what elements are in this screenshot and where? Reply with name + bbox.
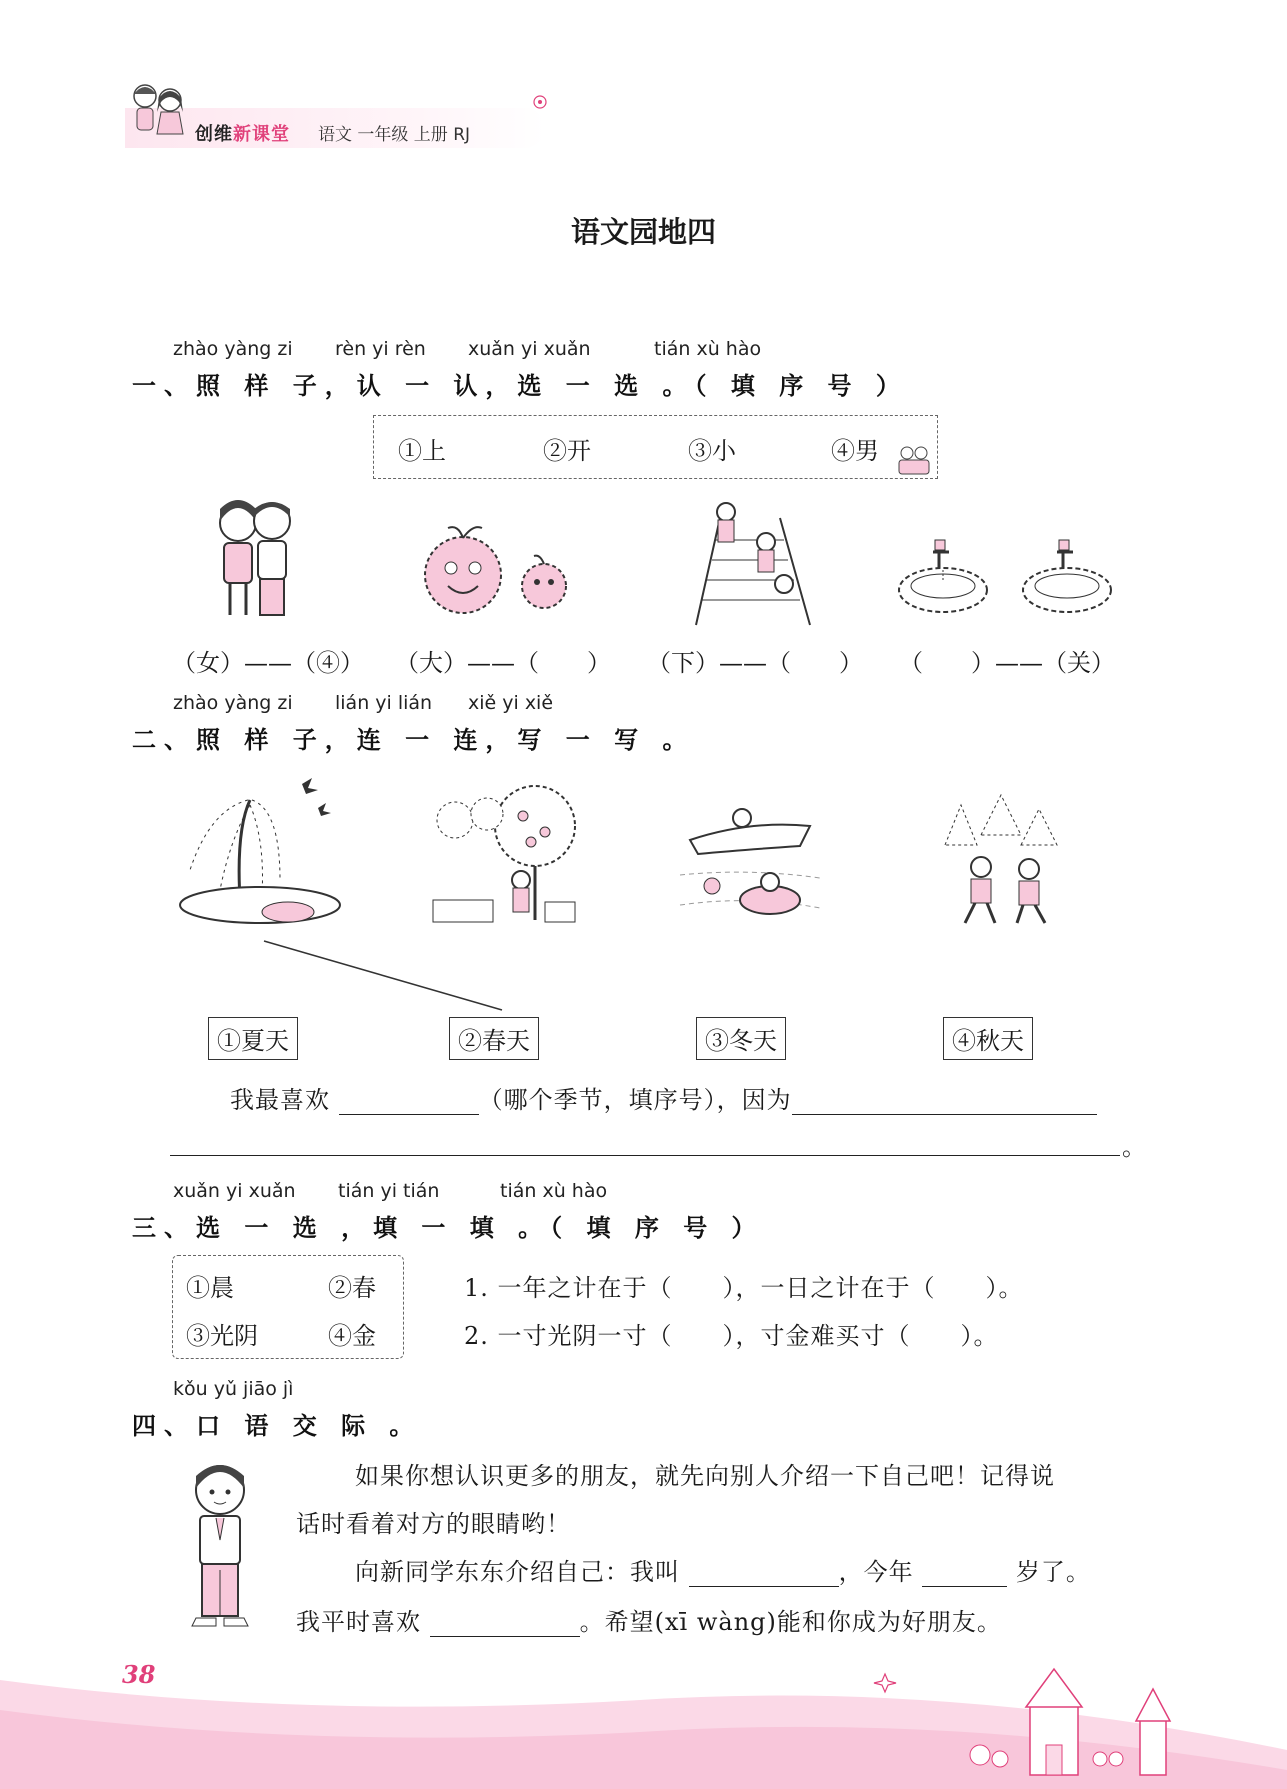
book-info: 语文 一年级 上册 RJ <box>318 125 471 145</box>
pinyin-1a: zhào yàng zi <box>173 338 293 360</box>
age-blank[interactable] <box>922 1562 1007 1587</box>
pinyin-3a: xuǎn yi xuǎn <box>173 1180 296 1202</box>
section3-heading: 三、选 一 选 ，填 一 填 。（ 填 序 号 ） <box>132 1214 764 1242</box>
pair-da[interactable]: （大）——（ ） <box>395 649 611 677</box>
pinyin-1b: rèn yi rèn <box>335 338 426 360</box>
because-label: （哪个季节，填序号），因为 <box>478 1086 792 1114</box>
option-4: ④男 <box>831 437 879 465</box>
para1-line1: 如果你想认识更多的朋友，就先向别人介绍一下自己吧！记得说 <box>355 1462 1055 1490</box>
pinyin-3b: tián yi tián <box>338 1180 440 1202</box>
favorite-season-sentence <box>230 1080 1097 1115</box>
hope-label: 。希望(xī wàng)能和你成为好朋友。 <box>579 1608 1002 1636</box>
s3-option-2: ②春 <box>328 1274 376 1302</box>
section2-heading: 二、照 样 子，连 一 连，写 一 写 。 <box>132 726 695 754</box>
reason-blank-line2[interactable] <box>170 1131 1120 1156</box>
para2-sentence <box>355 1552 1091 1587</box>
pinyin-1c: xuǎn yi xuǎn <box>468 338 591 360</box>
brand-name: 创维新课堂 <box>195 124 290 145</box>
boy-introduction-illustration <box>180 1460 260 1635</box>
season-autumn[interactable]: ④秋天 <box>943 1017 1033 1060</box>
pair-xia[interactable]: （下）——（ ） <box>647 649 863 677</box>
this-year-label: ，今年 <box>838 1558 914 1586</box>
section1-heading: 一、照 样 子，认 一 认，选 一 选 。（ 填 序 号 ） <box>132 372 908 400</box>
option-3: ③小 <box>688 437 736 465</box>
sentence-end-mark: 。 <box>1122 1133 1147 1161</box>
para1-line2: 话时看着对方的眼睛哟！ <box>296 1510 571 1538</box>
pinyin-4: kǒu yǔ jiāo jì <box>173 1378 294 1400</box>
page-number: 38 <box>122 1660 156 1689</box>
name-blank[interactable] <box>689 1562 839 1587</box>
star-sparkle-icon <box>870 1672 900 1694</box>
like-label: 我平时喜欢 <box>296 1608 421 1636</box>
reason-blank[interactable] <box>792 1090 1097 1115</box>
season-spring[interactable]: ②春天 <box>449 1017 539 1060</box>
s3-option-4: ④金 <box>328 1322 376 1350</box>
favorite-season-blank[interactable] <box>339 1090 479 1115</box>
section4-heading: 四、口 语 交 际 。 <box>132 1412 422 1440</box>
season-winter[interactable]: ③冬天 <box>696 1017 786 1060</box>
page-title: 语文园地四 <box>570 215 716 249</box>
option-2: ②开 <box>543 437 591 465</box>
pinyin-2c: xiě yi xiě <box>468 692 554 714</box>
pair-guan[interactable]: （ ）——（关） <box>899 649 1115 677</box>
pinyin-2a: zhào yàng zi <box>173 692 293 714</box>
pair-nv: （女）——（④） <box>172 649 364 677</box>
my-name-label: 向新同学东东介绍自己：我叫 <box>355 1558 680 1586</box>
para3-sentence <box>296 1602 1002 1637</box>
s3-option-3: ③光阴 <box>186 1322 258 1350</box>
season-summer[interactable]: ①夏天 <box>208 1017 298 1060</box>
years-old-label: 岁了。 <box>1015 1558 1091 1586</box>
castle-icon <box>960 1655 1190 1785</box>
pinyin-1d: tián xù hào <box>654 338 762 360</box>
favorite-label: 我最喜欢 <box>230 1086 330 1114</box>
question-2[interactable]: 2. 一寸光阴一寸（ ），寸金难买寸（ ）。 <box>464 1322 999 1350</box>
pinyin-3c: tián xù hào <box>500 1180 608 1202</box>
question-1[interactable]: 1. 一年之计在于（ ），一日之计在于（ ）。 <box>464 1274 1024 1302</box>
option-1: ①上 <box>398 437 446 465</box>
pinyin-2b: lián yi lián <box>335 692 433 714</box>
s3-option-1: ①晨 <box>186 1274 234 1302</box>
hobby-blank[interactable] <box>430 1612 580 1637</box>
